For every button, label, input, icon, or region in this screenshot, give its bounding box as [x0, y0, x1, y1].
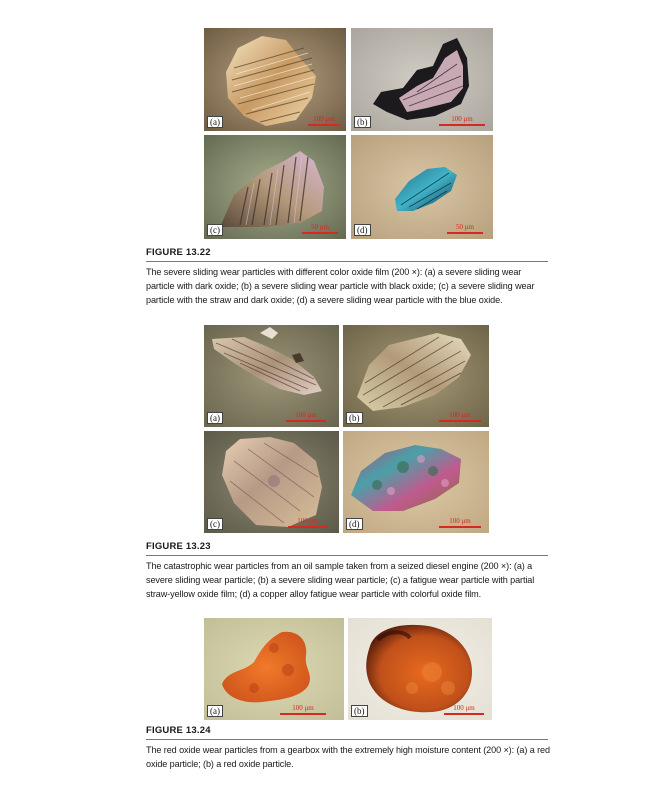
- caption-rule: [146, 555, 548, 556]
- figure-caption: The red oxide wear particles from a gearbox with the extremely high moisture content (200 ×): (a) a red oxide particle; (b) a red oxide particle.: [146, 745, 550, 769]
- micrograph-panel: [204, 431, 339, 533]
- figure-caption: The severe sliding wear particles with different color oxide film (200 ×): (a) a severe sliding wear particle with dark oxide; (b) a severe sliding wear particle with black oxide; (c) a severe sliding wear particle with the straw and dark oxide; (d) a severe sliding wear particle with the blue oxide.: [146, 267, 535, 305]
- micrograph-panel: [343, 431, 489, 533]
- scale-bar: 100 μm: [439, 517, 481, 529]
- panel-label: (d): [354, 224, 371, 236]
- scale-bar: 100 μm: [286, 411, 326, 423]
- panel-label: (a): [207, 705, 223, 717]
- micrograph-panel: [204, 325, 339, 427]
- scale-bar: 100 μm: [439, 115, 485, 127]
- micrograph-panel: [204, 618, 344, 720]
- micrograph-panel: [204, 135, 346, 239]
- figure-title: FIGURE 13.23: [146, 541, 211, 552]
- figure-title: FIGURE 13.22: [146, 247, 211, 258]
- micrograph-panel: [343, 325, 489, 427]
- micrograph-panel: [348, 618, 492, 720]
- micrograph-panel: [351, 135, 493, 239]
- scale-bar: 50 μm: [447, 223, 483, 235]
- scale-bar: 100 μm: [288, 517, 328, 529]
- caption-rule: [146, 261, 548, 262]
- panel-label: (b): [346, 412, 363, 424]
- panel-label: (d): [346, 518, 363, 530]
- figure-title: FIGURE 13.24: [146, 725, 211, 736]
- figure-caption: The catastrophic wear particles from an oil sample taken from a seized diesel engine (200 ×): (a) a severe sliding wear particle; (b) a severe sliding wear particle; (c) a fatigue wear particle with partial straw-yellow oxide film; (d) a copper alloy fatigue wear particle with colorful oxide film.: [146, 561, 535, 599]
- micrograph-panel: [204, 28, 346, 131]
- panel-label: (b): [354, 116, 371, 128]
- panel-label: (c): [207, 518, 223, 530]
- scale-bar: 50 μm: [302, 223, 338, 235]
- micrograph-panel: [351, 28, 493, 131]
- caption-rule: [146, 739, 548, 740]
- panel-label: (c): [207, 224, 223, 236]
- scale-bar: 100 μm: [280, 704, 326, 716]
- panel-label: (b): [351, 705, 368, 717]
- scale-bar: 100 μm: [308, 115, 340, 127]
- scale-bar: 100 μm: [439, 411, 481, 423]
- scale-bar: 100 μm: [444, 704, 484, 716]
- panel-label: (a): [207, 412, 223, 424]
- panel-label: (a): [207, 116, 223, 128]
